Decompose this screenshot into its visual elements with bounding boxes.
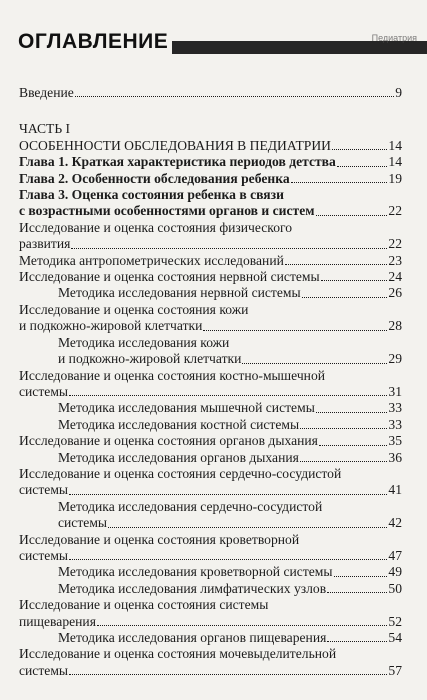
toc-entry-label: Методика исследования органов дыхания: [58, 449, 299, 465]
leader-dots: [285, 263, 388, 265]
toc-entry-line1: Исследование и оценка состояния системы: [19, 597, 269, 613]
toc-entry-label: Введение: [19, 85, 74, 100]
toc-page-number: 47: [388, 547, 402, 563]
leader-dots: [300, 427, 387, 429]
leader-dots: [69, 394, 387, 396]
toc-page-number: 35: [388, 433, 402, 449]
toc-entry-label: системы: [19, 482, 69, 498]
toc-entry-cardiovascular-method[interactable]: [19, 515, 402, 531]
toc-entry-hematopoietic-method[interactable]: [19, 564, 402, 580]
toc-entry-line1: Исследование и оценка состояния сердечно-сосудистой: [19, 465, 342, 481]
leader-dots: [302, 296, 388, 298]
toc-page-number: 33: [388, 416, 402, 432]
leader-dots: [69, 558, 387, 560]
leader-dots: [242, 362, 387, 364]
toc-page-number: 54: [388, 630, 402, 645]
toc-entry-nervous-method[interactable]: [19, 285, 402, 301]
toc-entry-respiratory[interactable]: [19, 433, 402, 449]
leader-dots: [71, 247, 387, 249]
toc-entry-chapter-1[interactable]: [19, 154, 402, 170]
toc-entry-respiratory-method[interactable]: [19, 450, 402, 466]
toc-page-number: 29: [388, 351, 402, 367]
toc-page-number: 24: [388, 269, 402, 285]
toc-entry-label: Методика исследования костной системы: [58, 416, 300, 432]
toc-entry-digestive-method[interactable]: [19, 630, 402, 646]
toc-entry-anthropometry[interactable]: [19, 253, 402, 269]
toc-page-number: 36: [388, 449, 402, 465]
leader-dots: [75, 95, 394, 97]
toc-page-number: 26: [388, 285, 402, 301]
toc-entry-label: Методика исследования кроветворной системы: [58, 564, 333, 580]
toc-entry-line1: Исследование и оценка состояния кроветворной: [19, 531, 300, 547]
table-of-contents: [19, 85, 402, 679]
toc-page-number: 14: [388, 154, 402, 170]
leader-dots: [203, 329, 387, 331]
toc-entry-bone-method[interactable]: [19, 417, 402, 433]
toc-entry-label: пищеварения: [19, 613, 96, 629]
toc-entry-skin[interactable]: [19, 318, 402, 334]
toc-page-number: 50: [388, 580, 402, 596]
toc-entry-line1: Исследование и оценка состояния костно-мышечной: [19, 367, 326, 383]
toc-entry-physical-development[interactable]: [19, 236, 402, 252]
leader-dots: [327, 640, 387, 642]
toc-entry-label: и подкожно-жировой клетчатки: [19, 318, 203, 334]
toc-entry-chapter-2[interactable]: [19, 171, 402, 187]
leader-dots: [69, 673, 387, 675]
leader-dots: [334, 575, 388, 577]
toc-entry-lymph-method[interactable]: [19, 581, 402, 597]
toc-page-number: 22: [388, 236, 402, 252]
toc-entry-hematopoietic[interactable]: [19, 548, 402, 564]
toc-entry-label: с возрастными особенностями органов и систем: [19, 203, 315, 219]
part-label: ЧАСТЬ I: [19, 121, 71, 137]
toc-entry-part-title[interactable]: [19, 138, 402, 154]
toc-page-number: 19: [388, 170, 402, 186]
toc-entry-label: Глава 2. Особенности обследования ребенка: [19, 170, 290, 186]
toc-entry-label: Методика антропометрических исследований: [19, 252, 284, 268]
toc-entry-label: Глава 1. Краткая характеристика периодов детства: [19, 154, 336, 170]
toc-entry-digestive[interactable]: [19, 614, 402, 630]
toc-entry-chapter-3[interactable]: [19, 203, 402, 219]
toc-entry-label: Исследование и оценка состояния нервной системы: [19, 269, 320, 285]
toc-entry-label: Методика исследования лимфатических узлов: [58, 580, 327, 596]
toc-page-number: 57: [388, 662, 402, 678]
toc-page-number: 41: [388, 482, 402, 498]
leader-dots: [316, 214, 388, 216]
toc-page-number: 52: [388, 613, 402, 629]
leader-dots: [332, 148, 387, 150]
toc-entry-intro[interactable]: [19, 85, 402, 101]
leader-dots: [300, 460, 388, 462]
toc-page-number: 9: [395, 85, 402, 100]
toc-entry-line1: Исследование и оценка состояния мочевыделительной: [19, 646, 337, 662]
toc-page-number: 22: [388, 203, 402, 219]
toc-page-number: 28: [388, 318, 402, 334]
toc-entry-chapter-3-line1: Глава 3. Оценка состояния ребенка в связи: [19, 187, 284, 203]
toc-entry-nervous-system[interactable]: [19, 269, 402, 285]
toc-entry-line1: Исследование и оценка состояния физического: [19, 219, 293, 235]
toc-entry-label: Методика исследования органов пищеварения: [58, 630, 327, 645]
toc-entry-urinary[interactable]: [19, 663, 402, 679]
page-title: ОГЛАВЛЕНИЕ: [18, 30, 172, 54]
toc-page-number: 23: [388, 252, 402, 268]
toc-page-number: 49: [388, 564, 402, 580]
leader-dots: [337, 165, 388, 167]
toc-entry-label: Методика исследования нервной системы: [58, 285, 301, 301]
toc-page-number: 42: [388, 515, 402, 531]
leader-dots: [291, 181, 388, 183]
toc-entry-label: развития: [19, 236, 71, 252]
toc-header: [18, 30, 427, 54]
toc-entry-line1: Методика исследования сердечно-сосудистой: [58, 498, 323, 514]
toc-page-number: 31: [388, 383, 402, 399]
toc-entry-label: и подкожно-жировой клетчатки: [58, 351, 242, 367]
toc-entry-line1: Исследование и оценка состояния кожи: [19, 301, 249, 317]
leader-dots: [319, 444, 387, 446]
toc-entry-cardiovascular[interactable]: [19, 482, 402, 498]
toc-entry-musculoskeletal[interactable]: [19, 384, 402, 400]
leader-dots: [327, 591, 387, 593]
leader-dots: [108, 526, 387, 528]
toc-entry-label: системы: [19, 547, 69, 563]
leader-dots: [97, 624, 387, 626]
toc-page-number: 14: [388, 137, 402, 153]
toc-entry-label: системы: [19, 662, 69, 678]
toc-page-number: 33: [388, 400, 402, 416]
toc-entry-muscle-method[interactable]: [19, 400, 402, 416]
toc-entry-label: ОСОБЕННОСТИ ОБСЛЕДОВАНИЯ В ПЕДИАТРИИ: [19, 137, 331, 153]
leader-dots: [321, 279, 388, 281]
toc-entry-line1: Методика исследования кожи: [58, 334, 230, 350]
toc-entry-label: Исследование и оценка состояния органов дыхания: [19, 433, 318, 449]
toc-entry-skin-method[interactable]: [19, 351, 402, 367]
leader-dots: [316, 411, 388, 413]
bleed-through-text: Педиатрия: [371, 33, 417, 43]
toc-entry-label: системы: [19, 383, 69, 399]
leader-dots: [69, 493, 387, 495]
toc-entry-label: Методика исследования мышечной системы: [58, 400, 315, 416]
toc-entry-label: системы: [58, 515, 108, 531]
